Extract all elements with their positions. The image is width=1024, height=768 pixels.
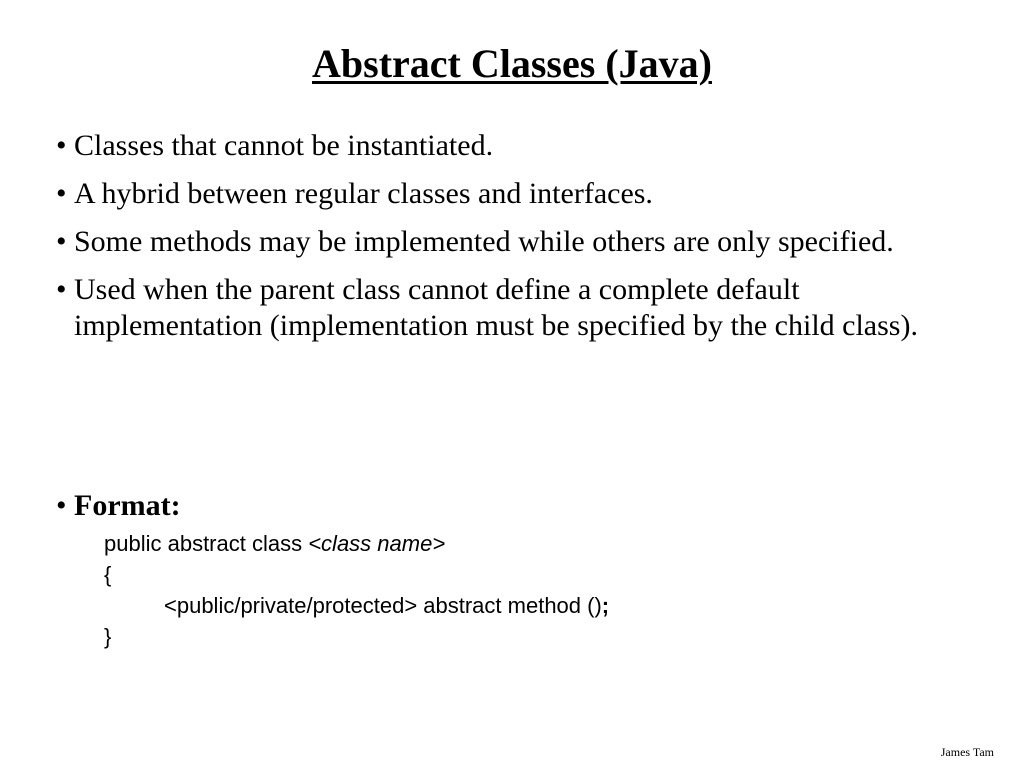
bullet-item — [56, 176, 976, 212]
bullet-text: Some methods may be implemented while others are only specified. — [74, 225, 894, 258]
code-block — [104, 528, 976, 652]
code-line-method — [104, 590, 976, 621]
slide-title — [0, 38, 1024, 90]
bullet-glyph: • — [56, 129, 67, 162]
code-class-placeholder: <class name> — [308, 531, 446, 556]
bullet-list — [56, 128, 976, 356]
format-section — [56, 488, 976, 652]
code-class-prefix: public abstract class — [104, 531, 309, 556]
bullet-text: Used when the parent class cannot define a complete default implementation (implementation must be specified by the child class). — [74, 273, 918, 342]
bullet-text: A hybrid between regular classes and interfaces. — [74, 177, 653, 210]
code-method-semicolon: ; — [601, 593, 610, 618]
bullet-text: Classes that cannot be instantiated. — [74, 129, 494, 162]
bullet-glyph: • — [56, 225, 67, 258]
format-heading — [56, 488, 976, 524]
bullet-glyph: • — [56, 273, 67, 306]
bullet-glyph: • — [56, 489, 67, 522]
bullet-item — [56, 128, 976, 164]
format-heading-text: Format: — [74, 489, 181, 522]
slide-title-text: Abstract Classes (Java) — [312, 41, 712, 86]
bullet-glyph: • — [56, 177, 67, 210]
code-line-class-declaration — [104, 528, 976, 559]
code-method-text: <public/private/protected> abstract method () — [164, 593, 602, 618]
bullet-item — [56, 224, 976, 260]
code-close-brace: } — [104, 624, 112, 649]
author-footer: James Tam — [940, 745, 994, 759]
bullet-item — [56, 272, 976, 344]
code-open-brace: { — [104, 562, 112, 587]
